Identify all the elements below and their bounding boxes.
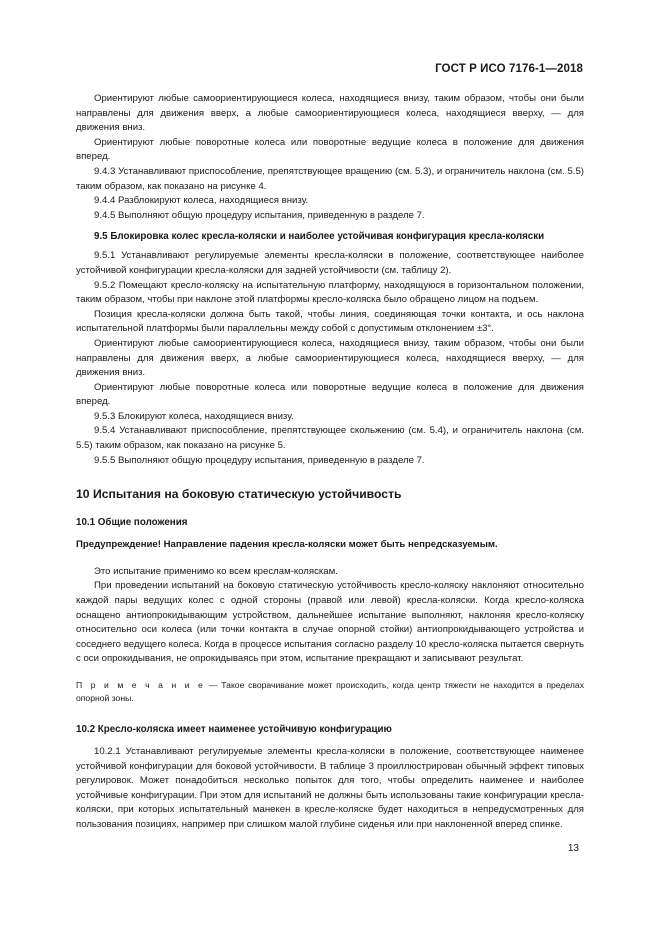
paragraph: 9.5.4 Устанавливают приспособление, препятствующее скольжению (см. 5.4), и ограничитель наклона (см. 5.5) таким образом, как показано на рисунке 5. [76, 425, 584, 452]
paragraph: При проведении испытаний на боковую статическую устойчивость кресло-коляску наклоняют относительно каждой пары ведущих колес с одной стороны (правой или левой) кресла-коляски. Когда кресло-коляска оснащено антиопрокидывающим устройством, дальнейшее испытание выполняют, наклоняя кресло-коляску относительно оси колеса (или точки контакта в случае опорной стойки) антиопрокидывающего устройства и соседнего ведущего колеса. Когда в процессе испытания согласно разделу 10 кресло-коляска пытается свернуть с оси опрокидывания, не опрокидываясь при этом, испытание прекращают и записывают результат. [76, 580, 584, 665]
warning-text: Предупреждение! Направление падения кресла-коляски может быть непредсказуемым. [76, 539, 498, 551]
paragraph: 9.4.3 Устанавливают приспособление, препятствующее вращению (см. 5.3), и ограничитель наклона (см. 5.5) таким образом, как показано на рисунке 4. [76, 165, 584, 192]
note-label: П р и м е ч а н и е [76, 680, 206, 690]
paragraph: Ориентируют любые самоориентирующиеся колеса, находящиеся внизу, таким образом, чтобы они были направлены для движения вверх, а любые самоориентирующиеся колеса, находящиеся вверху, — для движения вниз. [76, 337, 584, 379]
paragraph: 9.5.3 Блокируют колеса, находящиеся внизу. [94, 410, 294, 422]
section-10-2-heading: 10.2 Кресло-коляска имеет наименее устойчивую конфигурацию [76, 724, 392, 735]
note [76, 679, 584, 705]
paragraph: Ориентируют любые поворотные колеса или поворотные ведущие колеса в положение для движения вперед. [76, 381, 584, 408]
paragraph: 9.4.4 Разблокируют колеса, находящиеся внизу. [94, 195, 309, 207]
section-9-5-heading: 9.5 Блокировка колес кресла-коляски и наиболее устойчивая конфигурация кресла-коляски [94, 231, 545, 243]
paragraph: Это испытание применимо ко всем креслам-коляскам. [94, 565, 338, 577]
paragraph: 9.5.5 Выполняют общую процедуру испытания, приведенную в разделе 7. [94, 454, 425, 466]
paragraph: 9.5.2 Помещают кресло-коляску на испытательную платформу, находящуюся в горизонтальном положении, таким образом, чтобы при наклоне этой платформы кресло-коляска было обращено лицом на подъем. [76, 279, 584, 306]
paragraph: 9.4.5 Выполняют общую процедуру испытания, приведенную в разделе 7. [94, 209, 425, 221]
page-number: 13 [567, 843, 579, 854]
section-10-1-heading: 10.1 Общие положения [76, 517, 188, 529]
document-body [76, 92, 584, 833]
paragraph: 10.2.1 Устанавливают регулируемые элементы кресла-коляски в положение, соответствующее наименее устойчивой конфигурации для боковой устойчивости. В таблице 3 проиллюстрирован обычный эффект типовых регулировок. Может понадобиться несколько попыток для того, чтобы определить наименее и наиболее устойчивые конфигурации. При этом для испытаний не должны быть использованы такие конфигурации кресла-коляски, при которых испытательный манекен в кресле-коляске будет находиться в непредусмотренных для пользования позициях, например при слишком малой глубине сиденья или при наклоненной вперед спинке. [76, 746, 584, 830]
section-10-heading: 10 Испытания на боковую статическую устойчивость [76, 487, 402, 502]
document-code-header: ГОСТ Р ИСО 7176-1—2018 [435, 63, 583, 75]
paragraph: Позиция кресла-коляски должна быть такой, чтобы линия, соединяющая точки контакта, и ось наклона испытательной платформы были параллельны между собой с допустимым отклонением ±3°. [76, 308, 584, 335]
paragraph: Ориентируют любые поворотные колеса или поворотные ведущие колеса в положение для движения вперед. [76, 136, 584, 163]
paragraph: Ориентируют любые самоориентирующиеся колеса, находящиеся внизу, таким образом, чтобы они были направлены для движения вверх, а любые самоориентирующиеся колеса, находящиеся вверху, — для движения вниз. [76, 93, 584, 134]
paragraph: 9.5.1 Устанавливают регулируемые элементы кресла-коляски в положение, соответствующее наиболее устойчивой конфигурации кресла-коляски для задней устойчивости (см. таблицу 2). [76, 250, 584, 276]
note-text: — Такое сворачивание может происходить, когда центр тяжести не находится в пределах опорной зоны. [76, 680, 584, 703]
